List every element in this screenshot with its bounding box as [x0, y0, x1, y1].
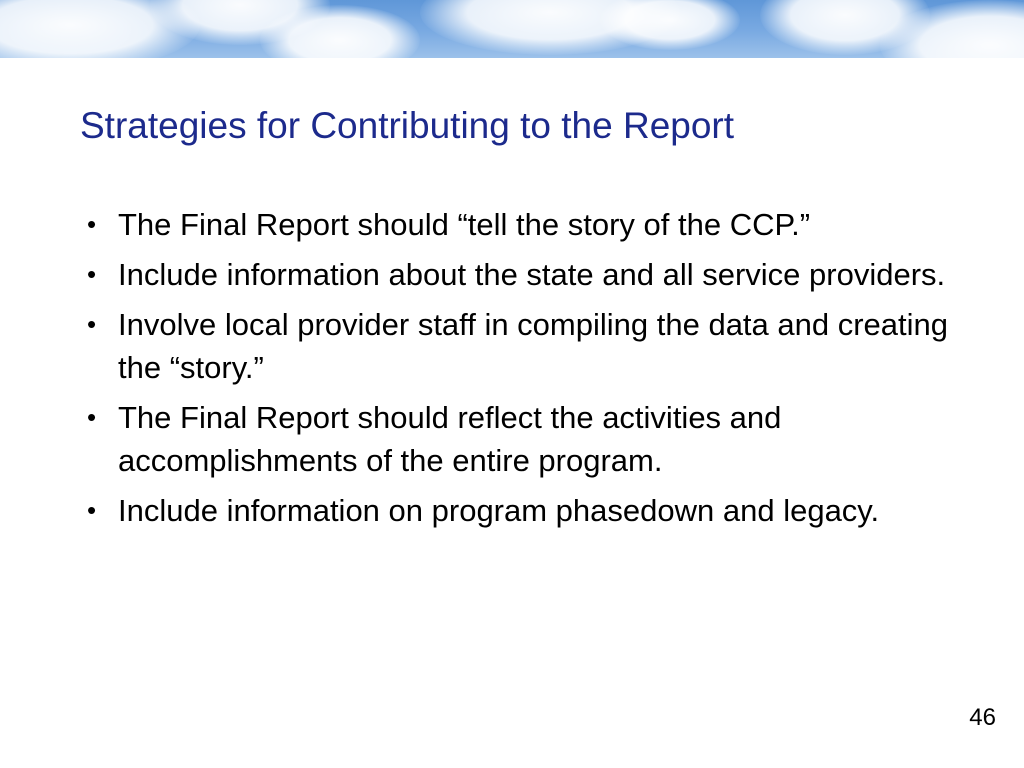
- sky-cloud-banner: [0, 0, 1024, 58]
- slide-title: Strategies for Contributing to the Report: [80, 105, 735, 146]
- bullet-list: [84, 203, 964, 539]
- bullet-marker: •: [87, 259, 97, 289]
- bullet-marker: •: [87, 209, 97, 239]
- bullet-text: The Final Report should “tell the story of the CCP.”: [118, 207, 811, 242]
- bullet-marker: •: [87, 309, 97, 339]
- bullet-text: The Final Report should reflect the activities and accomplishments of the entire program.: [118, 400, 782, 478]
- bullet-marker: •: [87, 495, 97, 525]
- bullet-item: [84, 303, 964, 389]
- bullet-item: [84, 253, 964, 296]
- page-number: 46: [969, 704, 996, 731]
- bullet-marker: •: [87, 402, 97, 432]
- bullet-text: Include information about the state and all service providers.: [118, 257, 946, 292]
- bullet-text: Involve local provider staff in compiling the data and creating the “story.”: [118, 307, 949, 385]
- bullet-item: [84, 203, 964, 246]
- bullet-text: Include information on program phasedown and legacy.: [118, 493, 880, 528]
- bullet-item: [84, 396, 964, 482]
- bullet-item: [84, 489, 964, 532]
